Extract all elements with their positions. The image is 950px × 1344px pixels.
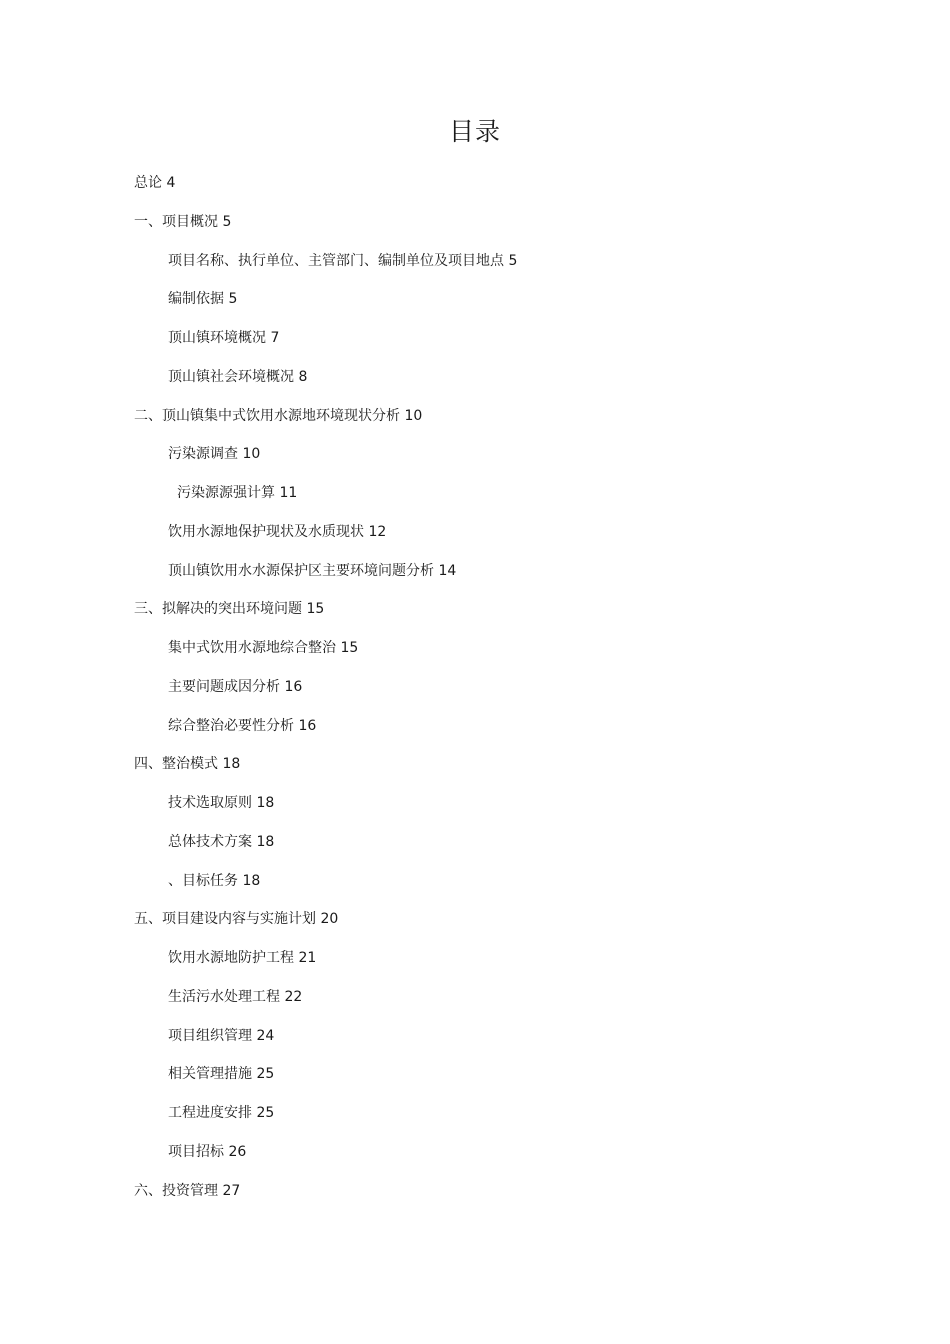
toc-entry-pollution-calc[interactable]: 污染源源强计算 11 — [177, 485, 298, 501]
toc-list — [0, 169, 950, 1215]
toc-title: 目录 — [448, 117, 501, 146]
toc-entry-project-name[interactable]: 项目名称、执行单位、主管部门、编制单位及项目地点 5 — [168, 252, 518, 269]
toc-entry-chapter-6[interactable]: 六、投资管理 27 — [134, 1182, 241, 1199]
toc-entry-project-management[interactable]: 项目组织管理 24 — [168, 1027, 275, 1044]
toc-entry-chapter-2[interactable]: 二、顶山镇集中式饮用水源地环境现状分析 10 — [134, 407, 423, 424]
toc-entry-basis[interactable]: 编制依据 5 — [168, 291, 238, 308]
toc-entry-comprehensive-treatment[interactable]: 集中式饮用水源地综合整治 15 — [168, 640, 359, 656]
toc-entry-management-measures[interactable]: 相关管理措施 25 — [168, 1066, 275, 1083]
toc-entry-main-problems[interactable]: 顶山镇饮用水水源保护区主要环境问题分析 14 — [168, 562, 457, 579]
toc-entry-chapter-5[interactable]: 五、项目建设内容与实施计划 20 — [134, 911, 339, 928]
toc-entry-schedule[interactable]: 工程进度安排 25 — [168, 1105, 275, 1121]
toc-entry-necessity-analysis[interactable]: 综合整治必要性分析 16 — [168, 717, 317, 734]
toc-entry-overview[interactable]: 总论 4 — [134, 175, 176, 191]
toc-entry-sewage-works[interactable]: 生活污水处理工程 22 — [168, 988, 303, 1005]
toc-entry-pollution-survey[interactable]: 污染源调查 10 — [168, 446, 261, 463]
toc-entry-tech-plan[interactable]: 总体技术方案 18 — [168, 833, 275, 850]
toc-entry-targets[interactable]: 、目标任务 18 — [168, 872, 261, 889]
toc-entry-chapter-4[interactable]: 四、整治模式 18 — [134, 756, 241, 773]
toc-entry-social-environment[interactable]: 顶山镇社会环境概况 8 — [168, 368, 308, 385]
toc-entry-chapter-1[interactable]: 一、项目概况 5 — [134, 213, 232, 230]
toc-entry-chapter-3[interactable]: 三、拟解决的突出环境问题 15 — [134, 601, 325, 618]
toc-entry-protection-works[interactable]: 饮用水源地防护工程 21 — [168, 950, 317, 966]
toc-entry-tech-principles[interactable]: 技术选取原则 18 — [168, 795, 275, 811]
toc-entry-cause-analysis[interactable]: 主要问题成因分析 16 — [168, 678, 303, 695]
toc-entry-environment[interactable]: 顶山镇环境概况 7 — [168, 330, 280, 346]
toc-entry-bidding[interactable]: 项目招标 26 — [168, 1143, 247, 1160]
toc-entry-protection-status[interactable]: 饮用水源地保护现状及水质现状 12 — [168, 523, 387, 540]
